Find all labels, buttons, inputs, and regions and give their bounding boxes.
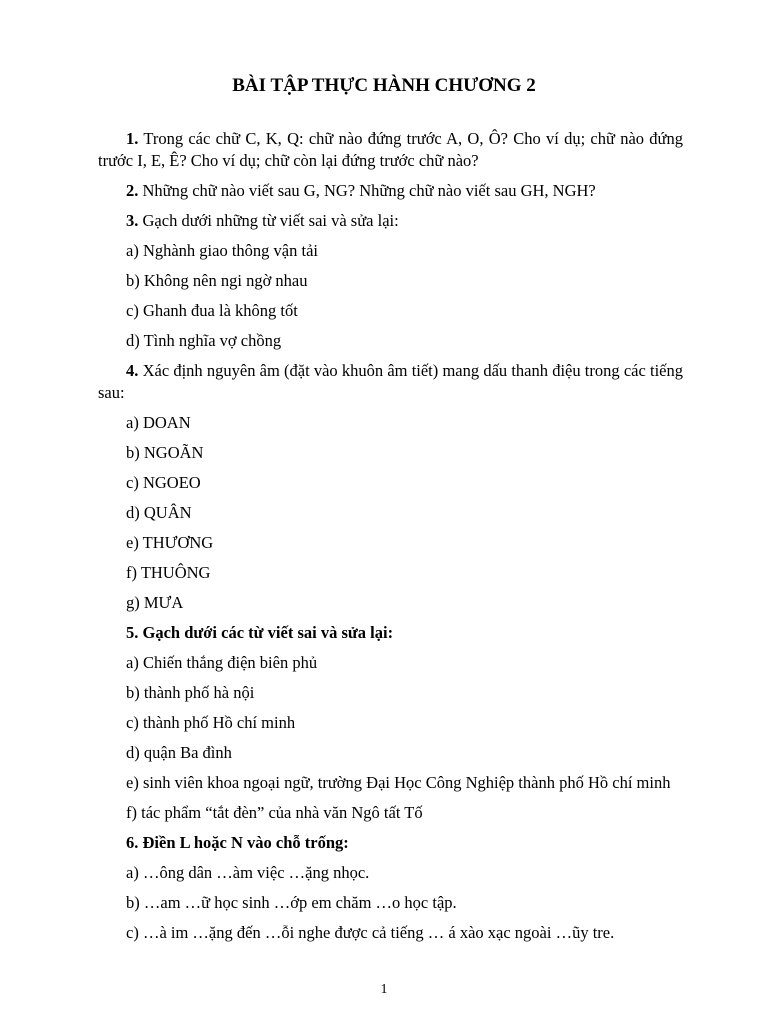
question-6 [98, 832, 683, 854]
list-item: b) …am …ữ học sinh …ớp em chăm …o học tập. [126, 893, 457, 912]
list-item: b) thành phố hà nội [126, 683, 255, 702]
list-item: a) Chiến thắng điện biên phủ [126, 653, 318, 672]
exercise-list [98, 128, 683, 952]
list-item: d) QUÂN [126, 503, 192, 522]
question-text: Những chữ nào viết sau G, NG? Những chữ nào viết sau GH, NGH? [138, 181, 596, 200]
question-1 [98, 128, 683, 172]
question-number: 3. [126, 211, 139, 230]
question-heading: 6. Điền L hoặc N vào chỗ trống: [126, 833, 349, 852]
list-item: c) NGOEO [126, 473, 201, 492]
list-item: d) Tình nghĩa vợ chồng [126, 331, 282, 350]
question-text: Xác định nguyên âm (đặt vào khuôn âm tiết) mang dấu thanh điệu trong các tiếng sau: [98, 361, 683, 402]
list-item: a) Nghành giao thông vận tải [126, 241, 318, 260]
question-heading: 5. Gạch dưới các từ viết sai và sửa lại: [126, 623, 394, 642]
page-title: BÀI TẬP THỰC HÀNH CHƯƠNG 2 [232, 75, 536, 96]
question-5 [98, 622, 683, 644]
page-number: 1 [380, 982, 388, 997]
list-item: a) DOAN [126, 413, 191, 432]
question-text: Gạch dưới những từ viết sai và sửa lại: [138, 211, 399, 230]
list-item: f) tác phẩm “tắt đèn” của nhà văn Ngô tất Tố [126, 803, 423, 822]
question-number: 2. [126, 181, 139, 200]
list-item: c) thành phố Hồ chí minh [126, 713, 296, 732]
question-2 [98, 180, 683, 202]
question-4 [98, 360, 683, 404]
question-number: 1. [126, 129, 139, 148]
question-text: Trong các chữ C, K, Q: chữ nào đứng trước A, O, Ô? Cho ví dụ; chữ nào đứng trước I, E, Ê? Cho ví dụ; chữ còn lại đứng trước chữ nào? [98, 129, 683, 170]
list-item: d) quận Ba đình [126, 743, 232, 762]
question-3 [98, 210, 683, 232]
list-item: b) NGOÃN [126, 443, 204, 462]
list-item: e) THƯƠNG [126, 533, 214, 552]
list-item: e) sinh viên khoa ngoại ngữ, trường Đại Học Công Nghiệp thành phố Hồ chí minh [126, 773, 671, 792]
list-item: f) THUÔNG [126, 563, 211, 582]
list-item: c) …à im …ặng đến …ỗi nghe được cả tiếng … á xào xạc ngoài …ũy tre. [126, 923, 615, 942]
list-item: a) …ông dân …àm việc …ặng nhọc. [126, 863, 370, 882]
list-item: c) Ghanh đua là không tốt [126, 301, 298, 320]
list-item: b) Không nên ngi ngờ nhau [126, 271, 308, 290]
question-number: 4. [126, 361, 139, 380]
list-item: g) MƯA [126, 593, 184, 612]
